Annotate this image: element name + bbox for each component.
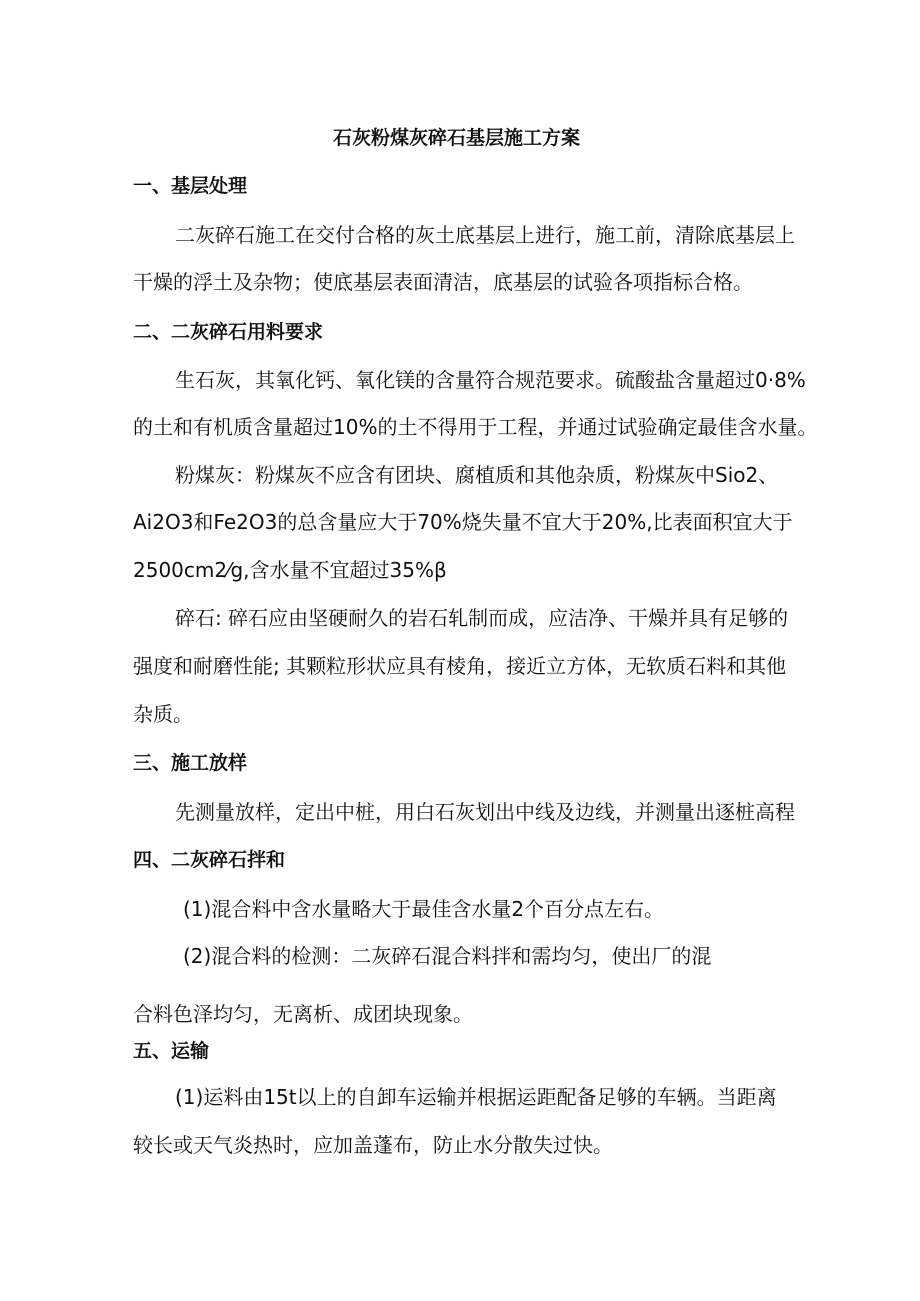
paragraph-line: Ai2O3和Fe2O3的总含量应大于70%烧失量不宜大于20%,比表面积宜大于	[133, 510, 793, 534]
paragraph-line: 二灰碎石施工在交付合格的灰土底基层上进行，施工前，清除底基层上	[175, 223, 795, 247]
section-heading-3: 三、施工放样	[133, 752, 248, 774]
paragraph-line: (2)混合料的检测：二灰碎石混合料拌和需均匀，使出厂的混	[183, 944, 712, 968]
paragraph-line: 的土和有机质含量超过10%的土不得用于工程，并通过试验确定最佳含水量。	[133, 415, 818, 439]
paragraph-line: 杂质。	[133, 702, 193, 726]
paragraph-line: 生石灰，其氧化钙、氧化镁的含量符合规范要求。硫酸盐含量超过0·8%	[175, 368, 806, 392]
paragraph-line: 较长或天气炎热时，应加盖蓬布，防止水分散失过快。	[133, 1133, 613, 1157]
paragraph-line: 粉煤灰：粉煤灰不应含有团块、腐植质和其他杂质，粉煤灰中Sio2、	[175, 463, 779, 487]
paragraph-line: 强度和耐磨性能; 其颗粒形状应具有棱角，接近立方体，无软质石料和其他	[133, 654, 787, 678]
paragraph-line: (1)混合料中含水量略大于最佳含水量2个百分点左右。	[183, 897, 665, 921]
paragraph-line: 2500cm2⁄g,含水量不宜超过35%β	[133, 558, 447, 582]
doc-title: 石灰粉煤灰碎石基层施工方案	[333, 127, 581, 149]
paragraph-line: 干燥的浮土及杂物；使底基层表面清洁，底基层的试验各项指标合格。	[133, 270, 753, 294]
paragraph-line: 先测量放样，定出中桩，用白石灰划出中线及边线，并测量出逐桩高程	[175, 800, 795, 824]
section-heading-2: 二、二灰碎石用料要求	[133, 321, 324, 343]
section-heading-1: 一、基层处理	[133, 175, 248, 197]
paragraph-line: (1)运料由15t以上的自卸车运输并根据运距配备足够的车辆。当距离	[175, 1085, 777, 1109]
section-heading-4: 四、二灰碎石拌和	[133, 849, 286, 871]
paragraph-line: 合料色泽均匀，无离析、成团块现象。	[133, 1002, 473, 1026]
section-heading-5: 五、运输	[133, 1040, 210, 1062]
paragraph-line: 碎石: 碎石应由坚硬耐久的岩石轧制而成，应洁净、干燥并具有足够的	[175, 606, 789, 630]
